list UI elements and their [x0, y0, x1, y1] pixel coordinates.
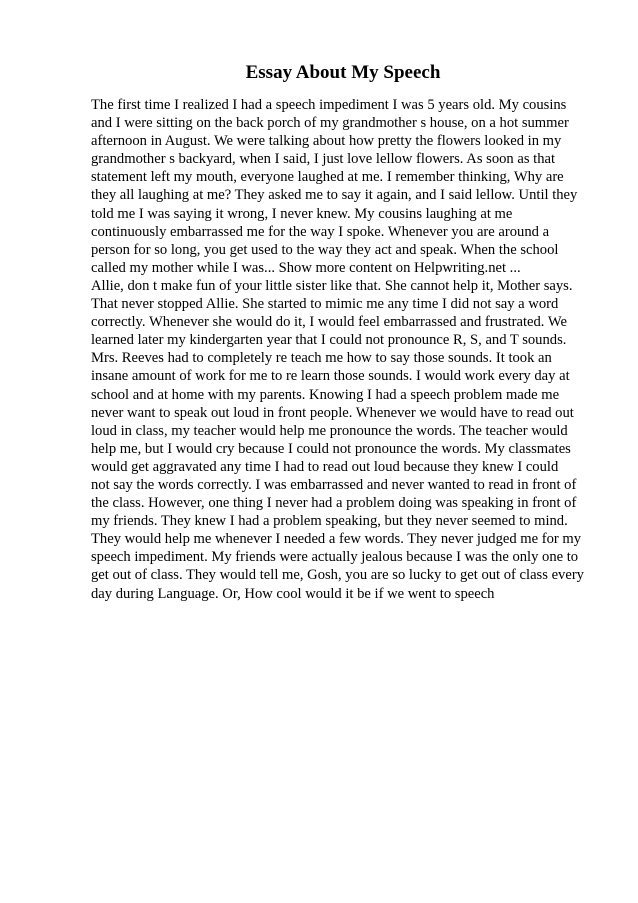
essay-line: never want to speak out loud in front people. Whenever we would have to read out [91, 404, 574, 421]
document-title: Essay About My Speech [245, 62, 441, 83]
essay-line: speech impediment. My friends were actually jealous because I was the only one to [91, 549, 579, 566]
essay-line: They would help me whenever I needed a few words. They never judged me for my [91, 531, 582, 548]
essay-line: grandmother s backyard, when I said, I just love lellow flowers. As soon as that [91, 151, 556, 168]
essay-line: Mrs. Reeves had to completely re teach me how to say those sounds. It took an [91, 350, 552, 367]
essay-line: That never stopped Allie. She started to mimic me any time I did not say a word [91, 296, 559, 313]
essay-line: Allie, don t make fun of your little sister like that. She cannot help it, Mother says. [91, 277, 573, 294]
essay-line: correctly. Whenever she would do it, I would feel embarrassed and frustrated. We [91, 314, 567, 331]
essay-line: person for so long, you get used to the way they act and speak. When the school [91, 241, 559, 258]
essay-line: they all laughing at me? They asked me to say it again, and I said lellow. Until they [91, 187, 578, 204]
essay-line: day during Language. Or, How cool would it be if we went to speech [91, 585, 495, 602]
essay-line: statement left my mouth, everyone laughed at me. I remember thinking, Why are [91, 169, 564, 186]
essay-line: The first time I realized I had a speech impediment I was 5 years old. My cousins [91, 97, 567, 113]
essay-line: told me I was saying it wrong, I never knew. My cousins laughing at me [91, 205, 513, 222]
essay-line: would get aggravated any time I had to read out loud because they knew I could [91, 458, 559, 475]
essay-line: not say the words correctly. I was embarrassed and never wanted to read in front of [91, 476, 577, 493]
essay-line: school and at home with my parents. Knowing I had a speech problem made me [91, 386, 560, 403]
essay-line: insane amount of work for me to re learn those sounds. I would work every day at [91, 368, 570, 385]
essay-line: loud in class, my teacher would help me pronounce the words. The teacher would [91, 422, 568, 439]
essay-line: continuously embarrassed me for the way I spoke. Whenever you are around a [91, 223, 550, 240]
essay-line: the class. However, one thing I never had a problem doing was speaking in front of [91, 495, 577, 512]
essay-line: my friends. They knew I had a problem speaking, but they never seemed to mind. [91, 513, 568, 530]
essay-line: afternoon in August. We were talking about how pretty the flowers looked in my [91, 133, 562, 150]
essay-line: learned later my kindergarten year that I could not pronounce R, S, and T sounds. [91, 332, 567, 349]
essay-body [91, 96, 601, 603]
essay-line: get out of class. They would tell me, Gosh, you are so lucky to get out of class every [91, 567, 584, 584]
essay-line: and I were sitting on the back porch of my grandmother s house, on a hot summer [91, 115, 569, 132]
essay-line: called my mother while I was... Show more content on Helpwriting.net ... [91, 259, 521, 276]
essay-line: help me, but I would cry because I could not pronounce the words. My classmates [91, 440, 571, 457]
